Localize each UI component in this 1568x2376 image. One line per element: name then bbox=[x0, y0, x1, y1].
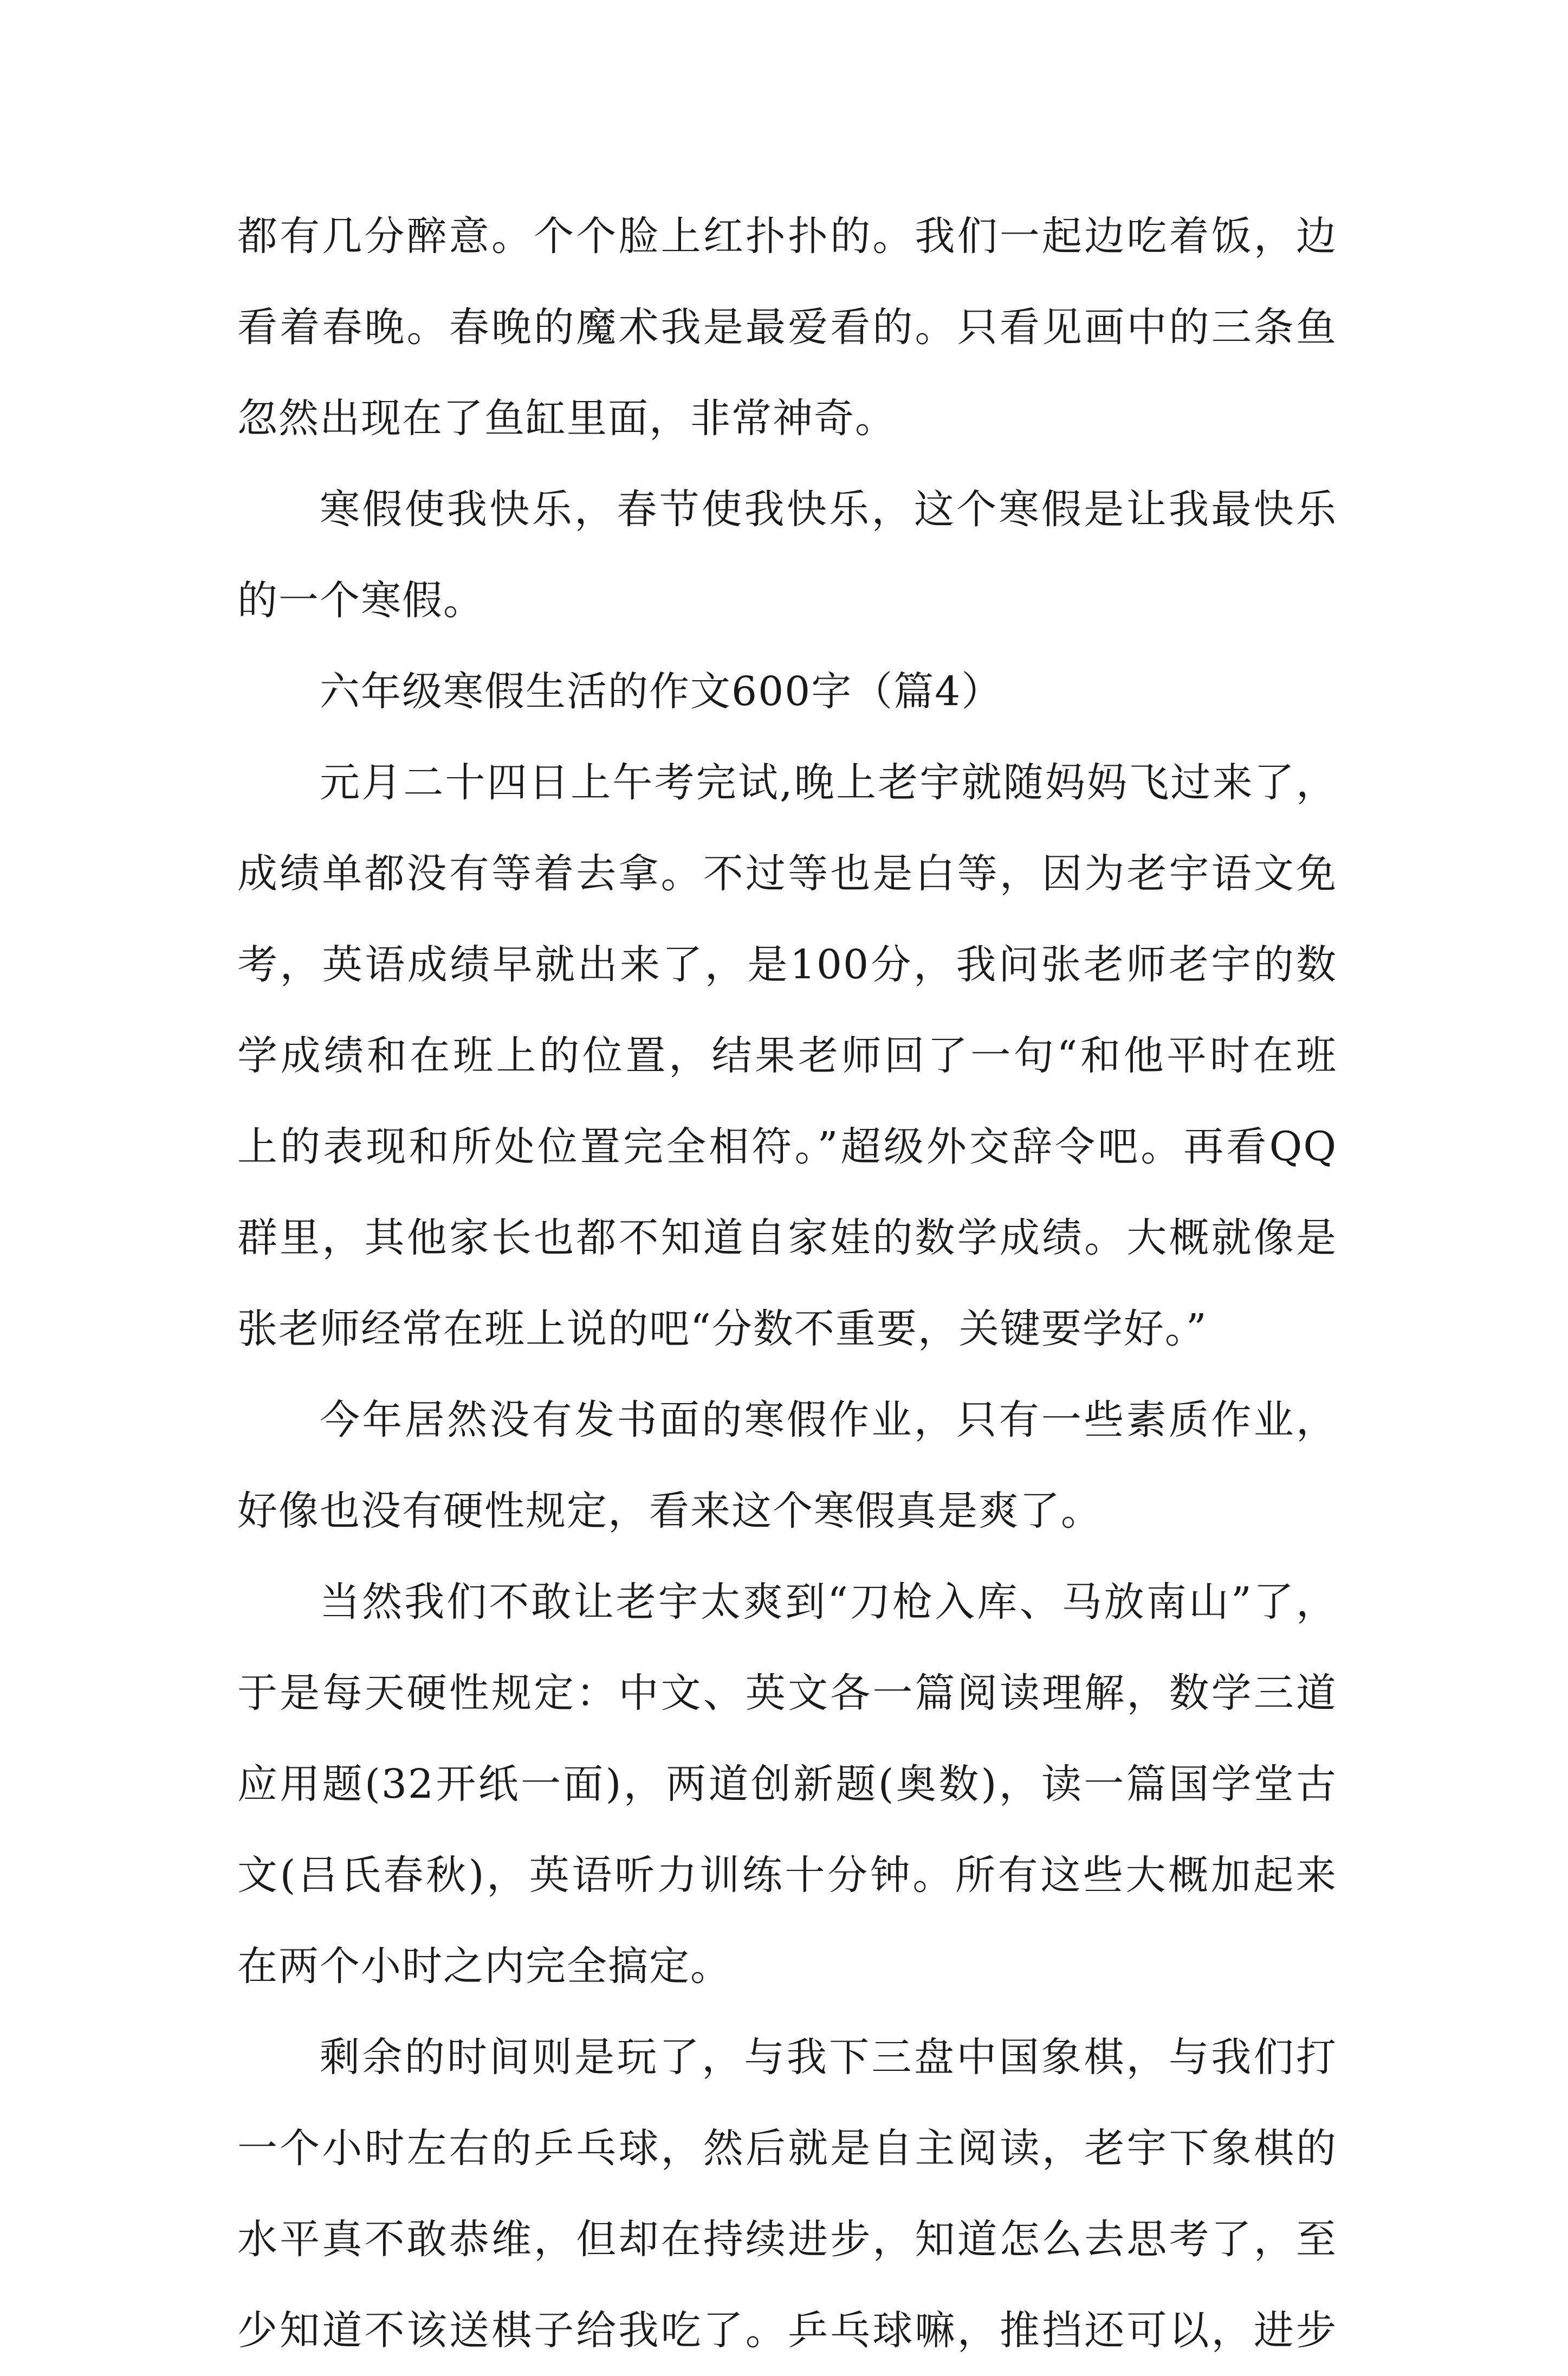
text-line: 文(吕氏春秋)，英语听力训练十分钟。所有这些大概加起来 bbox=[237, 1852, 1337, 1899]
text-line: 今年居然没有发书面的寒假作业，只有一些素质作业， bbox=[320, 1397, 1337, 1443]
text-line: 在两个小时之内完全搞定。 bbox=[237, 1943, 731, 1990]
text-line: 群里，其他家长也都不知道自家娃的数学成绩。大概就像是 bbox=[237, 1215, 1337, 1261]
text-line: 应用题(32开纸一面)，两道创新题(奥数)，读一篇国学堂古 bbox=[237, 1761, 1337, 1807]
text-line: 水平真不敢恭维，但却在持续进步，知道怎么去思考了，至 bbox=[237, 2216, 1337, 2263]
text-line: 上的表现和所处位置完全相符。”超级外交辞令吧。再看QQ bbox=[237, 1124, 1337, 1170]
text-line: 剩余的时间则是玩了，与我下三盘中国象棋，与我们打 bbox=[320, 2034, 1337, 2081]
text-line: 于是每天硬性规定：中文、英文各一篇阅读理解，数学三道 bbox=[237, 1670, 1337, 1716]
text-line: 忽然出现在了鱼缸里面，非常神奇。 bbox=[237, 395, 896, 442]
text-line: 元月二十四日上午考完试,晚上老宇就随妈妈飞过来了， bbox=[320, 759, 1337, 806]
text-line: 六年级寒假生活的作文600字（篇4） bbox=[320, 668, 1003, 715]
text-line: 当然我们不敢让老宇太爽到“刀枪入库、马放南山”了， bbox=[320, 1579, 1337, 1625]
text-line: 寒假使我快乐，春节使我快乐，这个寒假是让我最快乐 bbox=[320, 486, 1337, 533]
text-line: 都有几分醉意。个个脸上红扑扑的。我们一起边吃着饭，边 bbox=[237, 213, 1337, 260]
text-line: 考，英语成绩早就出来了，是100分，我问张老师老宇的数 bbox=[237, 941, 1337, 988]
text-line: 看着春晚。春晚的魔术我是最爱看的。只看见画中的三条鱼 bbox=[237, 304, 1337, 351]
text-line: 一个小时左右的乒乓球，然后就是自主阅读，老宇下象棋的 bbox=[237, 2125, 1337, 2172]
text-line: 的一个寒假。 bbox=[237, 577, 484, 624]
text-line: 学成绩和在班上的位置，结果老师回了一句“和他平时在班 bbox=[237, 1032, 1337, 1079]
text-line: 少知道不该送棋子给我吃了。乒乓球嘛，推挡还可以，进步 bbox=[237, 2307, 1337, 2354]
text-line: 张老师经常在班上说的吧“分数不重要，关键要学好。” bbox=[237, 1306, 1208, 1352]
article-body bbox=[237, 191, 1337, 2376]
text-line: 成绩单都没有等着去拿。不过等也是白等，因为老宇语文免 bbox=[237, 850, 1337, 897]
text-line: 好像也没有硬性规定，看来这个寒假真是爽了。 bbox=[237, 1488, 1102, 1534]
